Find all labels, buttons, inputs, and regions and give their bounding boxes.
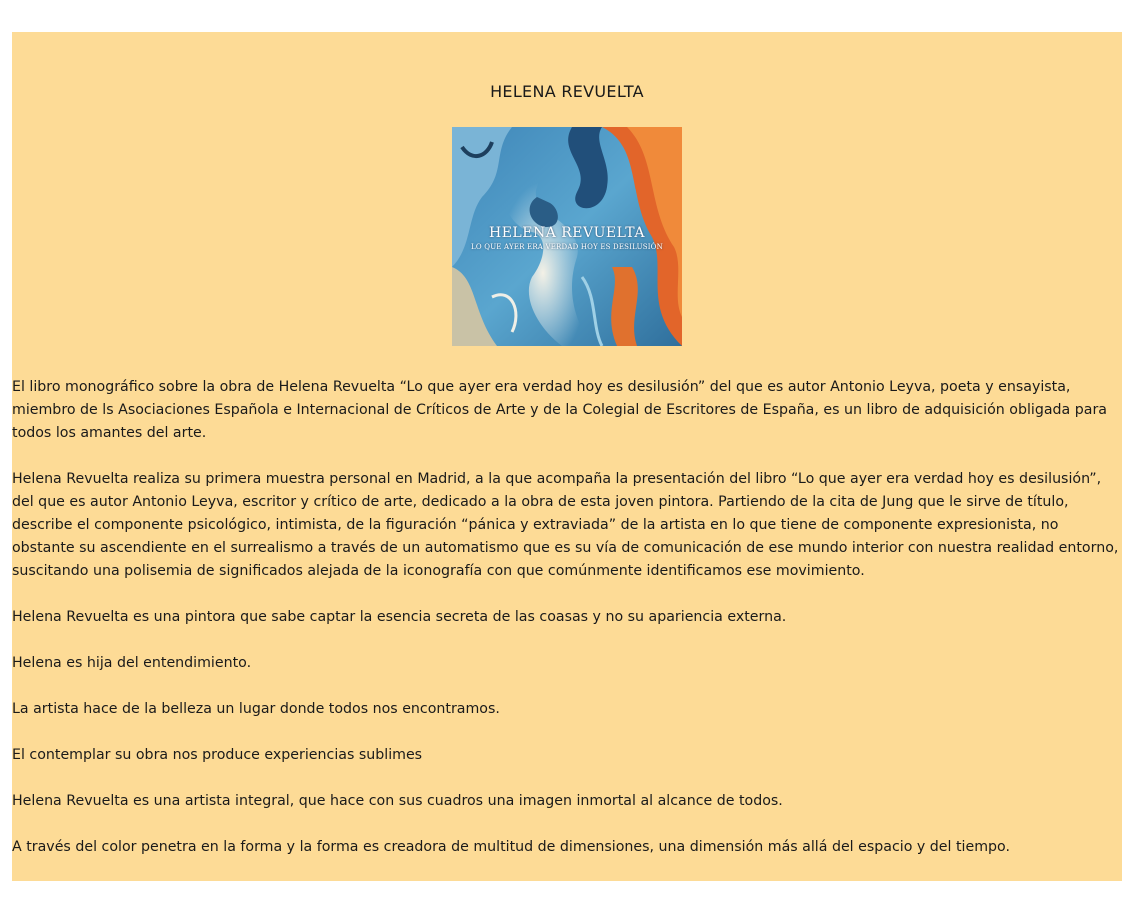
paragraph: Helena Revuelta realiza su primera muestra personal en Madrid, a la que acompaña la presentación del libro “Lo que ayer era verdad hoy es desilusión”, del que es autor Antonio Leyva, escritor y crítico de arte, dedicado a la obra de esta joven pintora. Partiendo de la cita de Jung que le sirve de título, describe el componente psicológico, intimista, de la figuración “pánica y extraviada” de la artista en lo que tiene de componente expresionista, no obstante su ascendiente en el surrealismo a través de un automatismo que es su vía de comunicación de ese mundo interior con nuestra realidad entorno, suscitando una polisemia de significados alejada de la iconografía con que comúnmente identificamos ese movimiento. <box>12 471 1119 579</box>
paragraph: Helena es hija del entendimiento. <box>12 655 252 671</box>
book-cover-image <box>452 127 682 346</box>
article-body <box>12 376 1122 882</box>
cover-title-block <box>452 225 682 253</box>
paragraph: Helena Revuelta es una artista integral, que hace con sus cuadros una imagen inmortal al alcance de todos. <box>12 793 783 809</box>
paragraph: El libro monográfico sobre la obra de Helena Revuelta “Lo que ayer era verdad hoy es desilusión” del que es autor Antonio Leyva, poeta y ensayista, miembro de ls Asociaciones Española e Internacional de Críticos de Arte y de la Colegial de Escritores de España, es un libro de adquisición obligada para todos los amantes del arte. <box>12 379 1107 441</box>
paragraph: El contemplar su obra nos produce experiencias sublimes <box>12 747 423 763</box>
paragraph: A través del color penetra en la forma y la forma es creadora de multitud de dimensiones, una dimensión más allá del espacio y del tiempo. <box>12 839 1010 855</box>
paragraph: La artista hace de la belleza un lugar donde todos nos encontramos. <box>12 701 500 717</box>
content-panel <box>12 32 1122 881</box>
cover-subtitle: LO QUE AYER ERA VERDAD HOY ES DESILUSIÓN <box>471 243 663 251</box>
paragraph: Helena Revuelta es una pintora que sabe captar la esencia secreta de las coasas y no su apariencia externa. <box>12 609 787 625</box>
cover-artist-name: HELENA REVUELTA <box>489 225 645 241</box>
page-title: HELENA REVUELTA <box>490 82 644 101</box>
